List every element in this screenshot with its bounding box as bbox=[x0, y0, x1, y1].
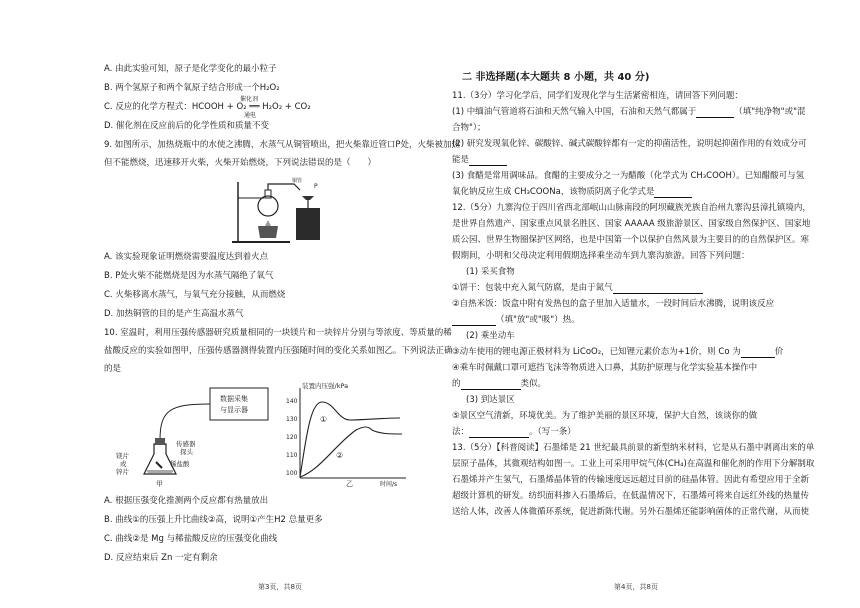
q10-ytick-100: 100 bbox=[286, 470, 298, 477]
q12-item-4-blank[interactable] bbox=[461, 381, 521, 390]
q10-option-c: C. 曲线②是 Mg 与稀盐酸反应的压强变化曲线 bbox=[104, 534, 278, 544]
q10-stem-line-2: 盐酸反应的实验如图甲，压强传感器测得装置内压强随时间的变化关系如图乙。下列说法正确 bbox=[104, 346, 453, 356]
q9-fig-label-p: P bbox=[314, 183, 318, 190]
q9-stem-line-2: 但不能燃烧，迅速移开火柴，火柴开始燃烧，下列说法错误的是（ ） bbox=[104, 158, 377, 168]
q12-item-5-blank[interactable] bbox=[469, 429, 529, 438]
q10-ytick-120: 120 bbox=[286, 434, 298, 441]
q11-part-2-line-1: (2) 研究发现氧化锌、碳酸锌、碱式碳酸锌都有一定的抑菌活性，说明起抑菌作用的有效成分可 bbox=[452, 139, 807, 149]
q12-stem-line-3: 质公园、世界生物圈保护区网络，也是中国第一个以保护自然风景为主要目的的自然保护区。寒 bbox=[452, 235, 810, 245]
q12-item-2-line-2 bbox=[452, 315, 830, 326]
q9-option-d: D. 加热铜管的目的是产生高温水蒸气 bbox=[104, 309, 244, 319]
q9-fig-label-copper-tube: 铜管 bbox=[292, 178, 303, 184]
q10-ytick-140: 140 bbox=[286, 398, 298, 405]
q10-stem-line-3: 的是 bbox=[104, 364, 122, 374]
q11-stem: 11.（3分）学习化学后，同学们发现化学与生活紧密相连，请回答下列问题： bbox=[452, 91, 743, 101]
q12-item-4-line-2 bbox=[452, 379, 830, 390]
q8-option-c-text: C. 反应的化学方程式：HCOOH + O₂ ══ H₂O₂ + CO₂ bbox=[104, 102, 311, 112]
q12-item-3 bbox=[452, 347, 830, 358]
q12-item-3-text-a: ③动车使用的锂电源正极材料为 LiCoO₂，已知锂元素价态为+1价，则 Co 为 bbox=[452, 347, 741, 357]
q10-metal-label-2: 或 bbox=[120, 460, 127, 468]
q8-option-a: A. 由此实验可知，原子是化学变化的最小粒子 bbox=[104, 64, 277, 74]
q10-sensor-label-2: 探头 bbox=[180, 448, 193, 456]
q12-stem-line-2: 是世界自然遗产、国家重点风景名胜区、国家 AAAAA 级旅游景区、国家级自然保护区、国家地 bbox=[452, 219, 811, 229]
q11-part-1-text-b: （填"纯净物"或"混 bbox=[734, 107, 806, 117]
q12-item-3-blank[interactable] bbox=[741, 349, 775, 358]
q12-item-1-blank[interactable] bbox=[613, 285, 703, 294]
right-page bbox=[430, 0, 860, 608]
q12-stem-line-1: 12.（5分）九寨沟位于四川省西北部岷山山脉南段的阿坝藏族羌族自治州九寨沟县漳扎镇境内， bbox=[452, 203, 811, 213]
q12-item-2-line-1: ②自热米饭：饭盒中附有发热包的盒子里加入适量水，一段时间后水沸腾，说明该反应 bbox=[452, 299, 775, 309]
q11-part-3-blank[interactable] bbox=[654, 189, 692, 198]
q10-curve-2-line bbox=[300, 427, 402, 477]
q10-label-jia: 甲 bbox=[156, 480, 163, 488]
q10-curve-1-line bbox=[300, 402, 400, 477]
q12-item-1-text: ①饼干：包装中充入氮气防腐，是由于氮气 bbox=[452, 283, 613, 293]
q10-sensor-label-1: 传感器 bbox=[176, 440, 196, 448]
q13-line-1: 13.（5分）【科普阅读】石墨烯是 21 世纪最具前景的新型纳米材料，它是从石墨中剥离出来的单 bbox=[452, 443, 815, 453]
q9-figure bbox=[230, 176, 420, 246]
q10-label-yi: 乙 bbox=[346, 480, 353, 488]
q12-item-2-blank[interactable] bbox=[452, 317, 496, 326]
q8-option-b: B. 两个氢原子和两个氧原子结合形成一个H₂O₂ bbox=[104, 83, 280, 93]
q12-subheading-1: (1) 采买食物 bbox=[466, 267, 515, 277]
section-title: 二 非选择题(本大题共 8 小题，共 40 分) bbox=[462, 72, 650, 83]
q8-option-c bbox=[104, 96, 420, 119]
q12-item-4-line-1: ④乘车时佩戴口罩可遮挡飞沫等物质进入口鼻，其防护原理与化学实验基本操作中 bbox=[452, 363, 758, 373]
footer-left-page-number: 第3页，共8页 bbox=[258, 583, 302, 591]
q10-curve-1-label: ① bbox=[320, 415, 328, 424]
q11-part-1-text-a: (1) 中缅油气管道将石油和天然气输入中国，石油和天然气都属于 bbox=[452, 107, 697, 117]
q10-metal-label-1: 镁片 bbox=[116, 452, 129, 460]
q8-option-d: D. 催化剂在反应前后的化学性质和质量不变 bbox=[104, 121, 269, 131]
q12-item-5-line-1: ⑤景区空气清新，环境优美。为了维护美丽的景区环境，保护大自然，该谈你的做 bbox=[452, 411, 758, 421]
q12-item-5-text-c: 。（写一条） bbox=[529, 427, 576, 437]
q11-part-2-line-2 bbox=[452, 155, 830, 166]
q13-line-3: 石墨烯并产生氢气，石墨烯晶体管的传输速度远远超过目前的硅晶体管。因此有希望应用于全新 bbox=[452, 475, 810, 485]
q12-item-4-text-c: 类似。 bbox=[520, 379, 547, 389]
footer-right-page-number: 第4页，共8页 bbox=[614, 583, 658, 591]
q10-option-b: B. 曲线①的压强上升比曲线②高，说明①产生H2 总量更多 bbox=[104, 515, 323, 525]
q12-item-5-line-2 bbox=[452, 427, 830, 438]
q13-line-2: 层原子晶体，其微观结构如图一。工业上可采用甲烷气体(CH₄)在高温和催化剂的作用下分解制取 bbox=[452, 459, 815, 469]
q10-ytick-110: 110 bbox=[286, 452, 298, 459]
q10-box-text-2: 与显示器 bbox=[220, 406, 248, 414]
q11-part-3-line-1: (3) 食醋是常用调味品。食醋的主要成分之一为醋酸（化学式为 CH₃COOH）。已知醋酸可与氢 bbox=[452, 171, 805, 181]
q9-option-c: C. 火柴移离水蒸气，与氧气充分接触，从而燃烧 bbox=[104, 290, 286, 300]
q11-part-2-text-b: 能是 bbox=[452, 155, 470, 165]
q9-apparatus-drawing bbox=[230, 176, 340, 246]
q8-catalyst-label: 催化剂 bbox=[240, 96, 259, 103]
q10-stem-line-1: 10. 室温时，利用压强传感器研究质量相同的一块镁片和一块锌片分别与等浓度、等质量的稀 bbox=[104, 328, 452, 338]
q12-item-5-text-b: 法： bbox=[452, 427, 470, 437]
q10-acid-label: 稀盐酸 bbox=[170, 460, 190, 468]
q11-part-1-cont: 合物"）； bbox=[452, 123, 486, 133]
q10-metal-label-3: 锌片 bbox=[116, 468, 129, 476]
q9-stem-line-1: 9. 如图所示，加热烧瓶中的水使之沸腾，水蒸气从铜管喷出，把火柴靠近管口P处，火柴被加热 bbox=[104, 140, 460, 150]
q11-part-3-line-2 bbox=[452, 187, 830, 198]
q10-ylabel: 装置内压强/kPa bbox=[302, 382, 349, 390]
q9-option-b: B. P处火柴不能燃烧是因为水蒸气隔绝了氧气 bbox=[104, 271, 274, 281]
q12-subheading-3: (3) 到达景区 bbox=[466, 395, 515, 405]
q10-option-d: D. 反应结束后 Zn 一定有剩余 bbox=[104, 553, 218, 563]
q12-item-3-text-b: 价 bbox=[774, 347, 784, 357]
q11-part-1-blank[interactable] bbox=[696, 109, 734, 118]
q12-item-2-text-b: （填"放"或"吸"）热。 bbox=[496, 315, 580, 325]
q11-part-3-text-b: 氧化钠反应生成 CH₃COONa，该物质阴离子化学式是 bbox=[452, 187, 655, 197]
q10-figure bbox=[110, 380, 420, 488]
q10-curve-2-label: ② bbox=[336, 451, 344, 460]
q12-item-4-text-b: 的 bbox=[452, 379, 461, 389]
q10-drawing bbox=[110, 380, 410, 488]
q10-box-text-1: 数据采集 bbox=[220, 395, 248, 403]
q13-line-4: 超级计算机的研发。纺织面料掺入石墨烯后，在低温情况下，石墨烯可将来自远红外线的热量传 bbox=[452, 491, 810, 501]
q10-ytick-130: 130 bbox=[286, 416, 298, 423]
q10-xlabel: 时间/s bbox=[380, 481, 398, 488]
q12-item-1 bbox=[452, 283, 830, 294]
q12-stem-line-4: 假期间，小明和父母决定利用假期选择乘坐动车到九寨沟旅游。回答下列问题： bbox=[452, 251, 750, 261]
q8-condition-label: 通电 bbox=[244, 112, 257, 119]
q13-line-5: 送给人体，改善人体微循环系统，促进新陈代谢。另外石墨烯还能影响菌体的正常代谢，从而使 bbox=[452, 507, 810, 517]
q10-option-a: A. 根据压强变化推测两个反应都有热量放出 bbox=[104, 496, 269, 506]
q9-option-a: A. 该实验现象证明燃烧需要温度达到着火点 bbox=[104, 252, 269, 262]
q12-subheading-2: (2) 乘坐动车 bbox=[466, 331, 515, 341]
q11-part-1 bbox=[452, 107, 830, 118]
q11-part-2-blank[interactable] bbox=[469, 157, 507, 166]
